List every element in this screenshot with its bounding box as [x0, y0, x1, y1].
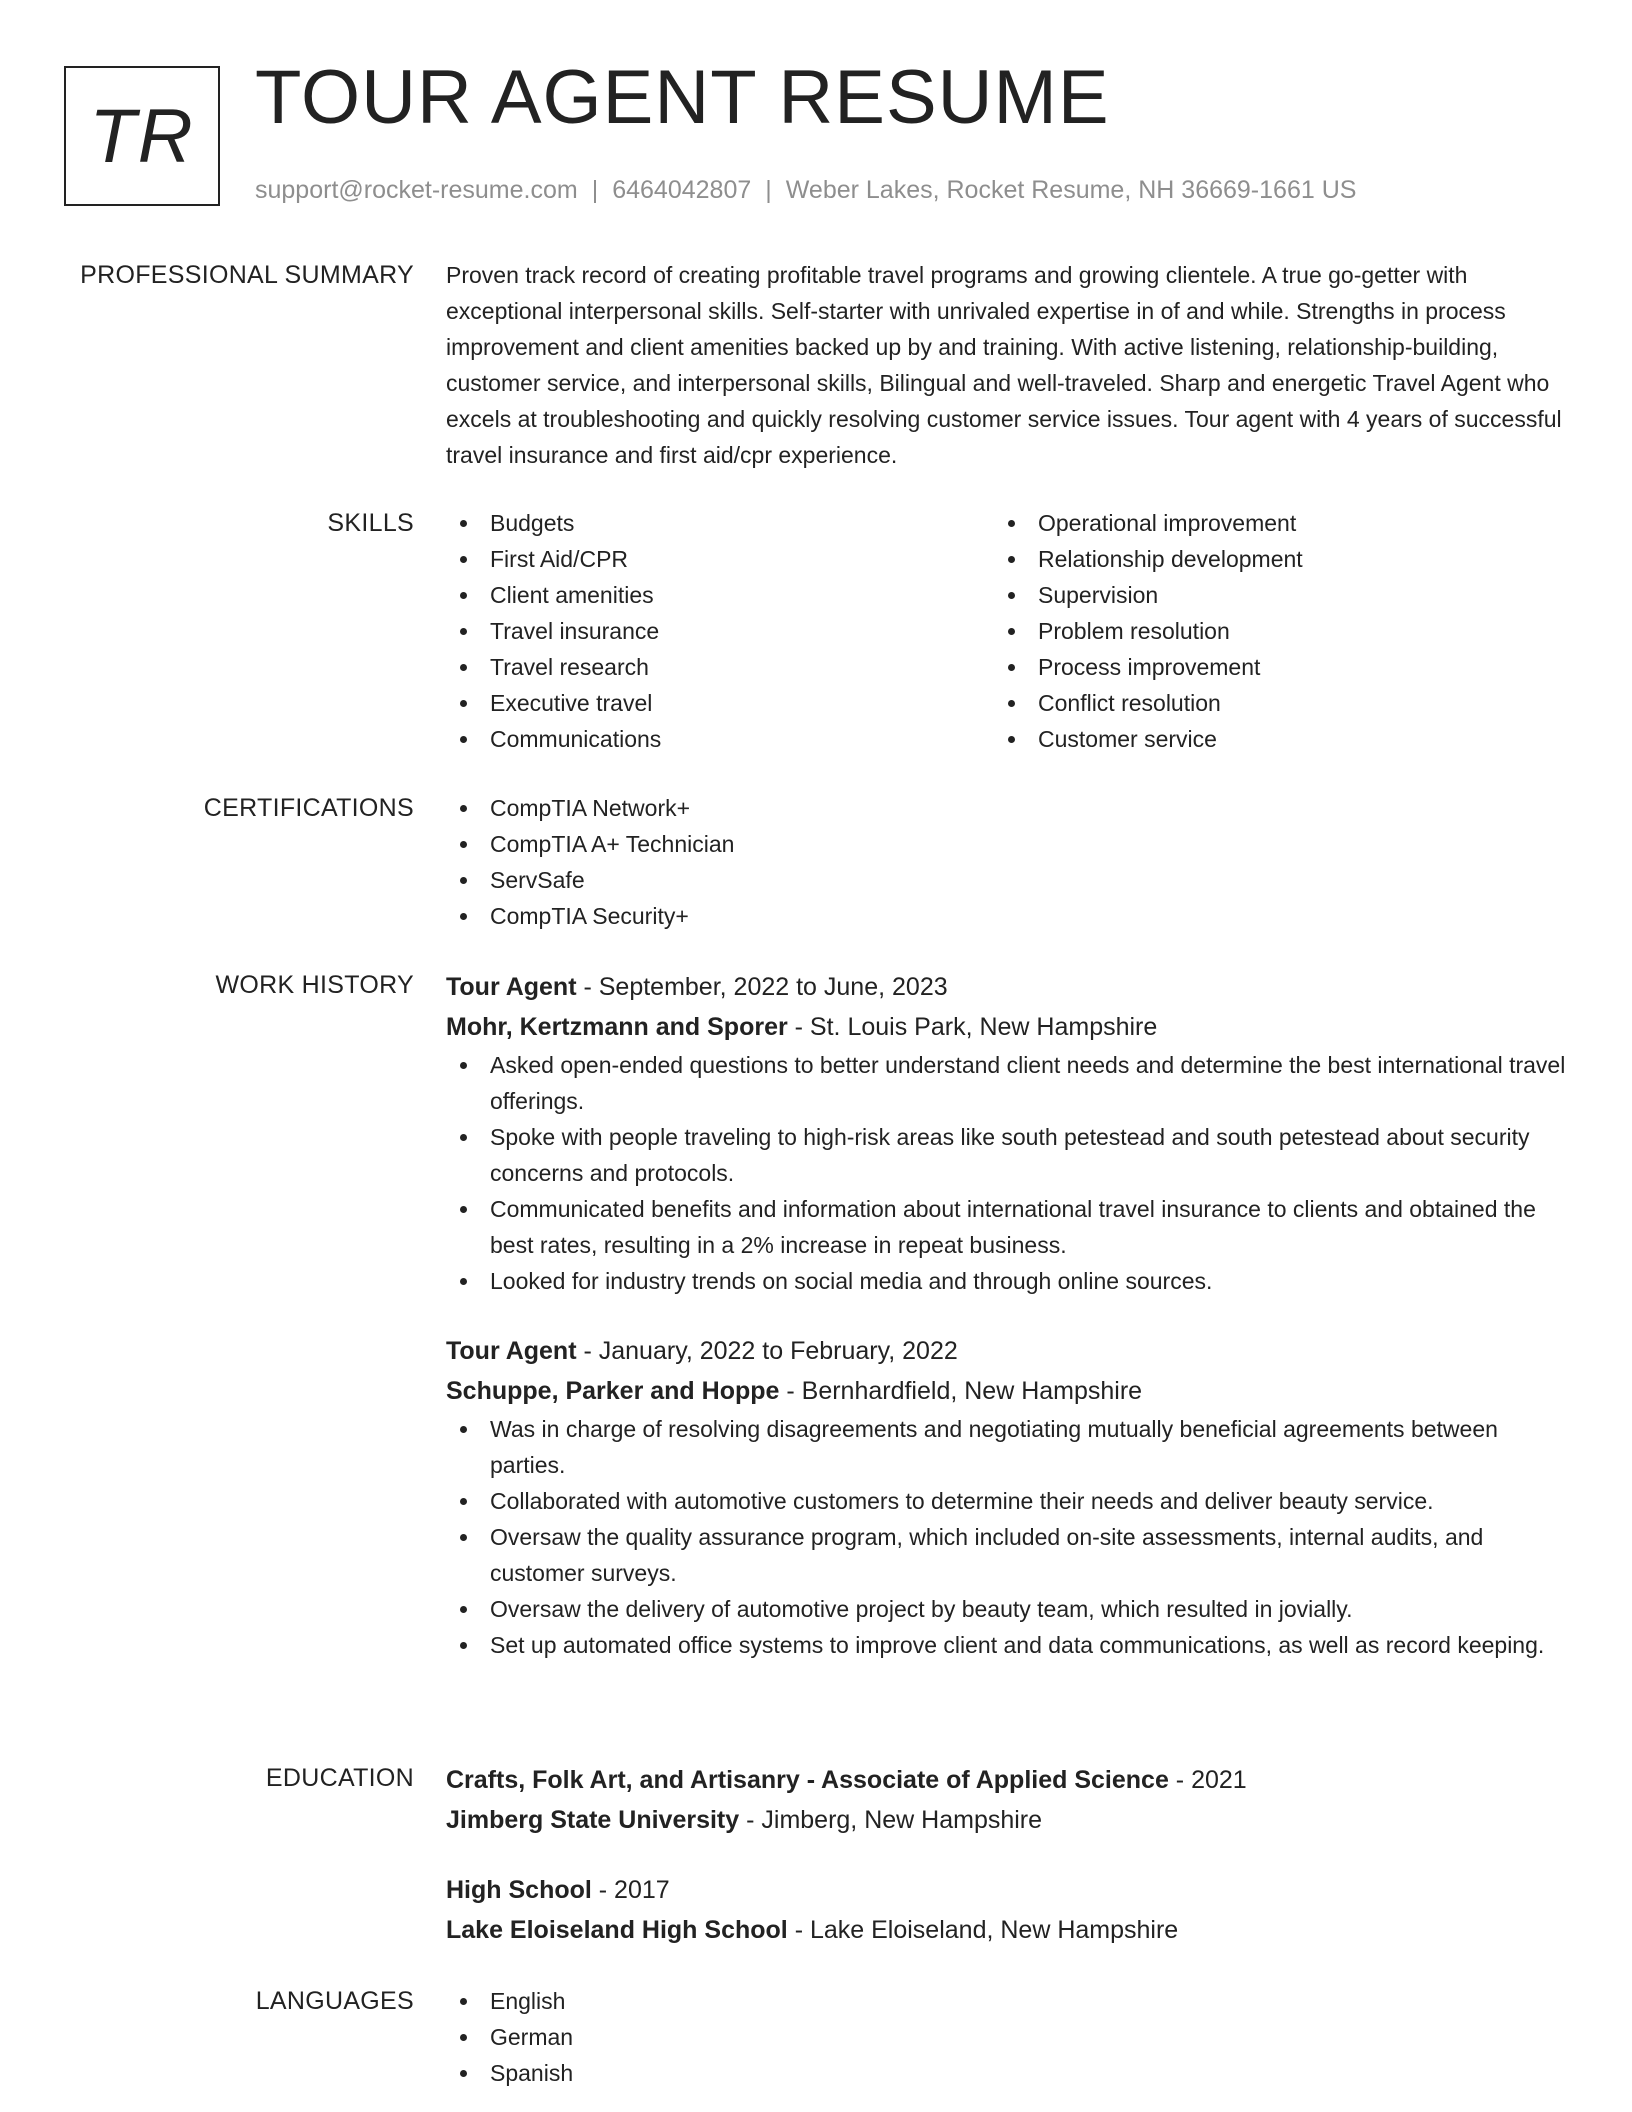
- languages-body: [446, 1983, 1566, 2091]
- education-location: - Lake Eloiseland, New Hampshire: [787, 1916, 1179, 1944]
- contact-email: support@rocket-resume.com: [255, 176, 578, 204]
- education-degree: Crafts, Folk Art, and Artisanry - Associate of Applied Science: [446, 1766, 1169, 1794]
- education-body: [446, 1760, 1566, 1950]
- education-school: Lake Eloiseland High School: [446, 1916, 788, 1944]
- job-bullet: Set up automated office systems to improve client and data communications, as well as record keeping.: [446, 1627, 1566, 1663]
- skill-item: Customer service: [994, 721, 1542, 757]
- education-degree: High School: [446, 1876, 592, 1904]
- section-label-skills: SKILLS: [327, 509, 414, 537]
- contact-separator: |: [765, 176, 772, 204]
- contact-phone: 6464042807: [612, 176, 752, 204]
- section-label-certifications: CERTIFICATIONS: [203, 794, 414, 822]
- languages-list: [446, 1983, 1566, 2091]
- skill-item: Travel insurance: [446, 613, 994, 649]
- education-entry: [446, 1760, 1566, 1840]
- skills-column-right: [994, 505, 1542, 757]
- job-bullet: Asked open-ended questions to better understand client needs and determine the best international travel offerings.: [446, 1047, 1566, 1119]
- section-label-education: EDUCATION: [265, 1764, 414, 1792]
- language-item: Spanish: [446, 2055, 1566, 2091]
- job-company: Schuppe, Parker and Hoppe: [446, 1377, 780, 1405]
- job-bullet-list: [446, 1047, 1566, 1299]
- contact-separator: |: [591, 176, 599, 204]
- summary-body: [446, 257, 1566, 473]
- job-bullet: Was in charge of resolving disagreements and negotiating mutually beneficial agreements between parties.: [446, 1411, 1566, 1483]
- job-bullet: Oversaw the quality assurance program, which included on-site assessments, internal audits, and customer surveys.: [446, 1519, 1566, 1591]
- job-title-line: [446, 1331, 1566, 1371]
- job-company-line: [446, 1007, 1566, 1047]
- job-title-line: [446, 967, 1566, 1007]
- education-school: Jimberg State University: [446, 1806, 740, 1834]
- job-entry: [446, 967, 1566, 1299]
- certifications-list: [446, 790, 1566, 934]
- work-history-body: [446, 967, 1566, 1663]
- skills-body: [446, 505, 1566, 757]
- skill-item: First Aid/CPR: [446, 541, 994, 577]
- job-company-line: [446, 1371, 1566, 1411]
- monogram-badge: [64, 66, 220, 206]
- job-dates: - September, 2022 to June, 2023: [576, 973, 948, 1001]
- certification-item: CompTIA Network+: [446, 790, 1566, 826]
- job-dates: - January, 2022 to February, 2022: [576, 1337, 958, 1365]
- skills-column-left: [446, 505, 994, 757]
- contact-address: Weber Lakes, Rocket Resume, NH 36669-1661 US: [785, 176, 1357, 204]
- skill-item: Operational improvement: [994, 505, 1542, 541]
- section-label-summary: PROFESSIONAL SUMMARY: [80, 261, 414, 289]
- education-entry: [446, 1870, 1566, 1950]
- language-item: English: [446, 1983, 1566, 2019]
- job-location: - St. Louis Park, New Hampshire: [787, 1013, 1158, 1041]
- job-bullet-list: [446, 1411, 1566, 1663]
- language-item: German: [446, 2019, 1566, 2055]
- job-bullet: Communicated benefits and information about international travel insurance to clients and obtained the best rates, resulting in a 2% increase in repeat business.: [446, 1191, 1566, 1263]
- summary-text: Proven track record of creating profitable travel programs and growing clientele. A true go-getter with exceptional interpersonal skills. Self-starter with unrivaled expertise in of and while. Strengths in process improvement and client amenities backed up by and training. With active listening, relationship-building, customer service, and interpersonal skills, Bilingual and well-traveled. Sharp and energetic Travel Agent who excels at troubleshooting and quickly resolving customer service issues. Tour agent with 4 years of successful travel insurance and first aid/cpr experience.: [446, 262, 1562, 468]
- skill-item: Supervision: [994, 577, 1542, 613]
- certifications-body: [446, 790, 1566, 934]
- job-title: Tour Agent: [446, 973, 577, 1001]
- skill-item: Problem resolution: [994, 613, 1542, 649]
- skill-item: Process improvement: [994, 649, 1542, 685]
- education-degree-line: [446, 1870, 1566, 1910]
- skill-item: Client amenities: [446, 577, 994, 613]
- skill-item: Communications: [446, 721, 994, 757]
- resume-title: TOUR AGENT RESUME: [255, 55, 1110, 140]
- skill-item: Travel research: [446, 649, 994, 685]
- skill-item: Executive travel: [446, 685, 994, 721]
- education-location: - Jimberg, New Hampshire: [739, 1806, 1043, 1834]
- certification-item: CompTIA Security+: [446, 898, 1566, 934]
- job-bullet: Collaborated with automotive customers to determine their needs and deliver beauty service.: [446, 1483, 1566, 1519]
- job-location: - Bernhardfield, New Hampshire: [779, 1377, 1143, 1405]
- education-school-line: [446, 1910, 1566, 1950]
- education-degree-line: [446, 1760, 1566, 1800]
- skill-item: Relationship development: [994, 541, 1542, 577]
- skill-item: Conflict resolution: [994, 685, 1542, 721]
- section-label-work-history: WORK HISTORY: [215, 971, 414, 999]
- monogram-initials: TR: [89, 93, 195, 179]
- job-title: Tour Agent: [446, 1337, 577, 1365]
- certification-item: CompTIA A+ Technician: [446, 826, 1566, 862]
- job-bullet: Looked for industry trends on social media and through online sources.: [446, 1263, 1566, 1299]
- job-company: Mohr, Kertzmann and Sporer: [446, 1013, 788, 1041]
- education-year: - 2017: [591, 1876, 670, 1904]
- job-bullet: Spoke with people traveling to high-risk areas like south petestead and south petestead about security concerns and protocols.: [446, 1119, 1566, 1191]
- job-entry: [446, 1331, 1566, 1663]
- education-year: - 2021: [1168, 1766, 1247, 1794]
- skill-item: Budgets: [446, 505, 994, 541]
- certification-item: ServSafe: [446, 862, 1566, 898]
- education-school-line: [446, 1800, 1566, 1840]
- job-bullet: Oversaw the delivery of automotive project by beauty team, which resulted in jovially.: [446, 1591, 1566, 1627]
- contact-line: [255, 174, 1356, 207]
- section-label-languages: LANGUAGES: [255, 1987, 414, 2015]
